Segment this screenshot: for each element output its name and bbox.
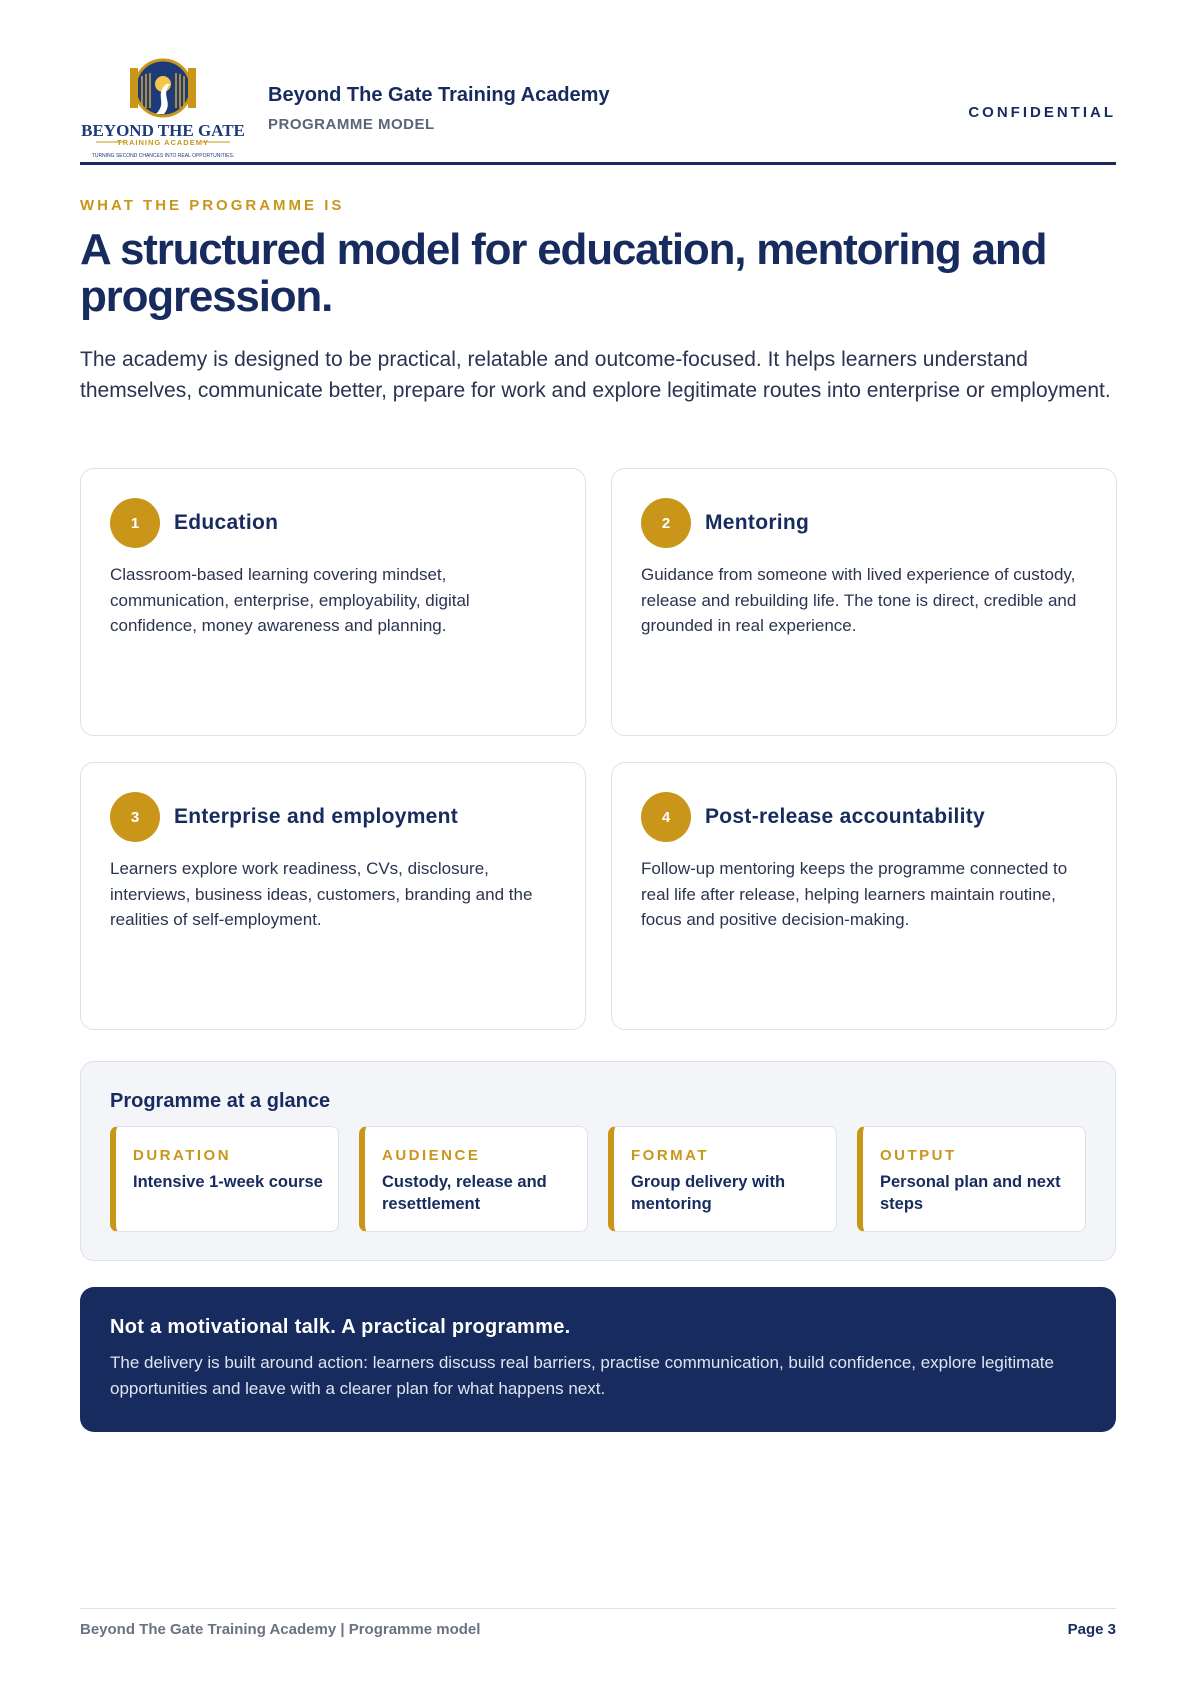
card-body: Guidance from someone with lived experience of custody, release and rebuilding life. The tone is direct, credible and grounded in real experience. bbox=[641, 565, 1077, 635]
card-number-badge: 2 bbox=[641, 498, 691, 548]
glance-item-output bbox=[857, 1126, 1086, 1232]
document-subtitle: PROGRAMME MODEL bbox=[268, 116, 435, 133]
glance-item-duration bbox=[110, 1126, 339, 1232]
card-number-badge: 4 bbox=[641, 792, 691, 842]
glance-item-label: FORMAT bbox=[631, 1147, 710, 1164]
programme-glance-panel bbox=[80, 1061, 1116, 1261]
card-body: Follow-up mentoring keeps the programme connected to real life after release, helping learners maintain routine, focus and positive decision-making. bbox=[641, 859, 1068, 929]
svg-text:TRAINING ACADEMY: TRAINING ACADEMY bbox=[117, 138, 209, 147]
page-headline: A structured model for education, mentoring and progression. bbox=[80, 225, 1047, 321]
glance-item-format bbox=[608, 1126, 837, 1232]
card-title: Enterprise and employment bbox=[174, 805, 459, 828]
glance-item-label: OUTPUT bbox=[880, 1147, 957, 1164]
callout-body: The delivery is built around action: learners discuss real barriers, practise communication, build confidence, explore legitimate opportunities and leave with a clearer plan for what happens next. bbox=[110, 1353, 1054, 1398]
glance-item-value: Group delivery with mentoring bbox=[631, 1173, 786, 1213]
glance-item-label: DURATION bbox=[133, 1147, 232, 1164]
card-number-badge: 3 bbox=[110, 792, 160, 842]
academy-logo bbox=[80, 56, 246, 162]
callout-title: Not a motivational talk. A practical programme. bbox=[110, 1316, 571, 1338]
intro-paragraph: The academy is designed to be practical, relatable and outcome-focused. It helps learners understand themselves, communicate better, prepare for work and explore legitimate routes into enterprise or employment. bbox=[80, 348, 1111, 402]
card-post-release bbox=[611, 762, 1117, 1030]
card-body: Learners explore work readiness, CVs, disclosure, interviews, business ideas, customers, branding and the realities of self-employment. bbox=[110, 859, 533, 929]
academy-name: Beyond The Gate Training Academy bbox=[268, 84, 610, 106]
footer-divider bbox=[80, 1608, 1116, 1609]
card-education bbox=[80, 468, 586, 736]
section-eyebrow: WHAT THE PROGRAMME IS bbox=[80, 197, 345, 214]
page-number: Page 3 bbox=[1067, 1621, 1116, 1638]
glance-item-label: AUDIENCE bbox=[382, 1147, 481, 1164]
glance-title: Programme at a glance bbox=[110, 1090, 331, 1112]
glance-item-value: Intensive 1-week course bbox=[133, 1173, 323, 1191]
card-enterprise-employment bbox=[80, 762, 586, 1030]
card-title: Post-release accountability bbox=[705, 805, 986, 828]
card-number-badge: 1 bbox=[110, 498, 160, 548]
glance-item-value: Personal plan and next steps bbox=[880, 1173, 1061, 1213]
header-divider bbox=[80, 162, 1116, 165]
card-mentoring bbox=[611, 468, 1117, 736]
practical-programme-callout bbox=[80, 1287, 1116, 1432]
confidential-label: CONFIDENTIAL bbox=[968, 104, 1116, 121]
svg-text:TURNING SECOND CHANCES INTO RE: TURNING SECOND CHANCES INTO REAL OPPORTUNITIES. bbox=[91, 153, 235, 159]
glance-item-value: Custody, release and resettlement bbox=[382, 1173, 547, 1213]
svg-text:BEYOND THE GATE: BEYOND THE GATE bbox=[81, 121, 245, 140]
footer-document-title: Beyond The Gate Training Academy | Programme model bbox=[80, 1621, 481, 1638]
card-title: Education bbox=[174, 511, 279, 534]
card-body: Classroom-based learning covering mindset, communication, enterprise, employability, digital confidence, money awareness and planning. bbox=[110, 565, 470, 635]
page-header bbox=[80, 56, 1116, 166]
card-title: Mentoring bbox=[705, 511, 810, 534]
glance-item-audience bbox=[359, 1126, 588, 1232]
